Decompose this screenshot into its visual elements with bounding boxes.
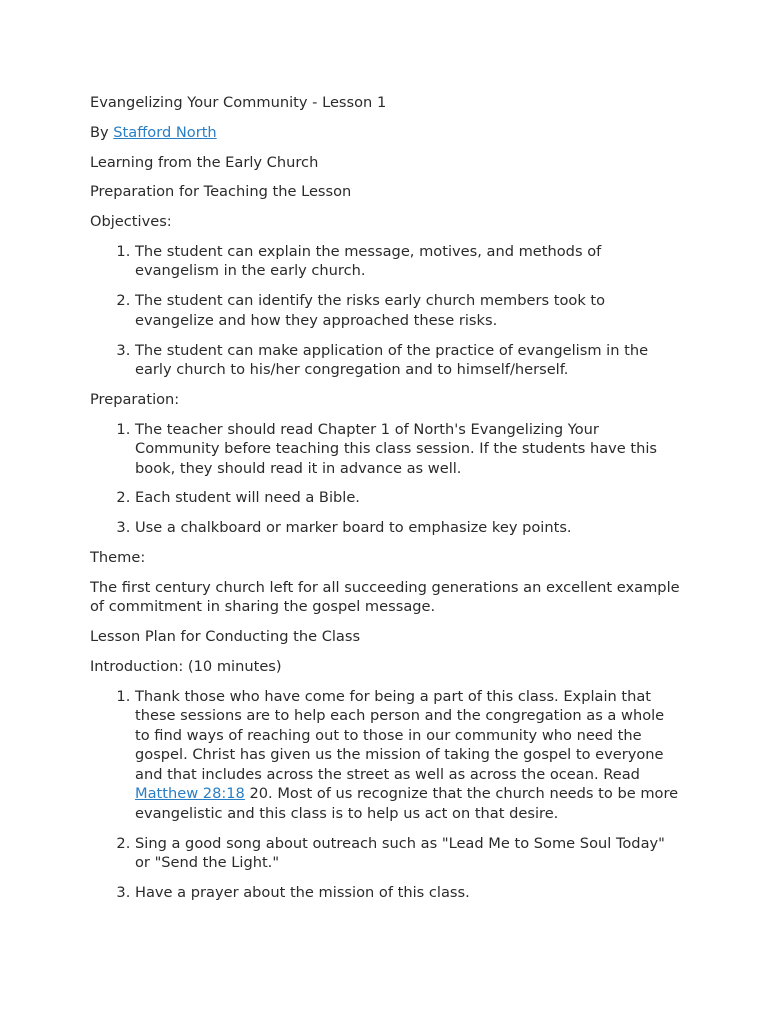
intro-heading: Introduction: (10 minutes): [90, 657, 282, 675]
byline: [90, 123, 680, 143]
theme-heading: Theme:: [90, 549, 146, 567]
preparation-list: [90, 420, 680, 538]
objectives-list: [90, 242, 680, 380]
list-item: [135, 687, 680, 824]
intro-1-text-cont: 20. Most of us recognize that the church needs to be more evangelistic and this class is to help us act on that desire.: [135, 785, 679, 822]
list-item: 1. The teacher should read Chapter 1 of North's Evangelizing Your Community before teaching this class session. If the students have this book, they should read it in advance as well.: [135, 420, 680, 479]
list-item: 3. The student can make application of the practice of evangelism in the early church to his/her congregation and to himself/herself.: [135, 341, 680, 380]
author-link[interactable]: Stafford North: [113, 123, 217, 141]
list-item: 2. Sing a good song about outreach such as "Lead Me to Some Soul Today" or "Send the Light.": [135, 834, 680, 873]
introduction-list: [90, 687, 680, 903]
list-item: 3. Use a chalkboard or marker board to emphasize key points.: [135, 518, 680, 538]
document-title: Evangelizing Your Community - Lesson 1: [90, 94, 387, 111]
preparation-heading: Preparation:: [90, 390, 180, 408]
intro-1-text: Thank those who have come for being a part of this class. Explain that these sessions are to help each person and the congregation as a whole to find ways of reaching out to those in our community who need the gospel. Christ has given us the mission of taking the gospel to everyone and that includes across the street as well as across the ocean. Read: [135, 687, 665, 783]
byline-prefix: By: [90, 123, 114, 141]
theme-text: The first century church left for all succeeding generations an excellent example of commitment in sharing the gospel message.: [90, 578, 680, 616]
prep-heading: Preparation for Teaching the Lesson: [90, 183, 352, 201]
list-item: 1. The student can explain the message, motives, and methods of evangelism in the early church.: [135, 242, 680, 281]
list-item: 2. The student can identify the risks early church members took to evangelize and how they approached these risks.: [135, 291, 680, 330]
subtitle: Learning from the Early Church: [90, 153, 319, 171]
scripture-link[interactable]: Matthew 28:18: [135, 785, 245, 803]
list-item: 2. Each student will need a Bible.: [135, 488, 680, 508]
objectives-heading: Objectives:: [90, 213, 172, 231]
lesson-plan-heading: Lesson Plan for Conducting the Class: [90, 628, 361, 646]
list-item: 3. Have a prayer about the mission of this class.: [135, 883, 680, 903]
